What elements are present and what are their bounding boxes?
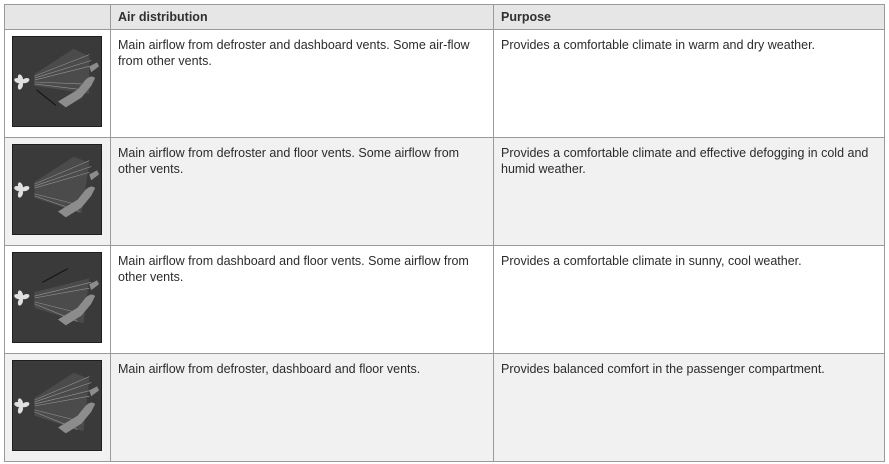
table-header-row xyxy=(5,5,885,30)
purpose-text: Provides a comfortable climate in sunny, cool weather. xyxy=(494,246,885,354)
icon-cell xyxy=(5,246,111,354)
table-row xyxy=(5,246,885,354)
air-distribution-table xyxy=(4,4,885,462)
air-distribution-text: Main airflow from dashboard and floor vents. Some airflow from other vents. xyxy=(111,246,494,354)
icon-cell xyxy=(5,354,111,462)
air-distribution-text: Main airflow from defroster, dashboard and floor vents. xyxy=(111,354,494,462)
dashboard-floor-airflow-icon xyxy=(12,252,102,343)
purpose-text: Provides a comfortable climate in warm and dry weather. xyxy=(494,30,885,138)
air-distribution-text: Main airflow from defroster and dashboard vents. Some air-flow from other vents. xyxy=(111,30,494,138)
header-icon-cell xyxy=(5,5,111,30)
icon-cell xyxy=(5,30,111,138)
table-row xyxy=(5,138,885,246)
purpose-text: Provides balanced comfort in the passenger compartment. xyxy=(494,354,885,462)
defroster-dashboard-airflow-icon xyxy=(12,36,102,127)
header-purpose: Purpose xyxy=(494,5,885,30)
defroster-floor-airflow-icon xyxy=(12,144,102,235)
icon-cell xyxy=(5,138,111,246)
air-distribution-text: Main airflow from defroster and floor vents. Some airflow from other vents. xyxy=(111,138,494,246)
purpose-text: Provides a comfortable climate and effective defogging in cold and humid weather. xyxy=(494,138,885,246)
table-row xyxy=(5,354,885,462)
header-air-distribution: Air distribution xyxy=(111,5,494,30)
table-row xyxy=(5,30,885,138)
defroster-dashboard-floor-airflow-icon xyxy=(12,360,102,451)
